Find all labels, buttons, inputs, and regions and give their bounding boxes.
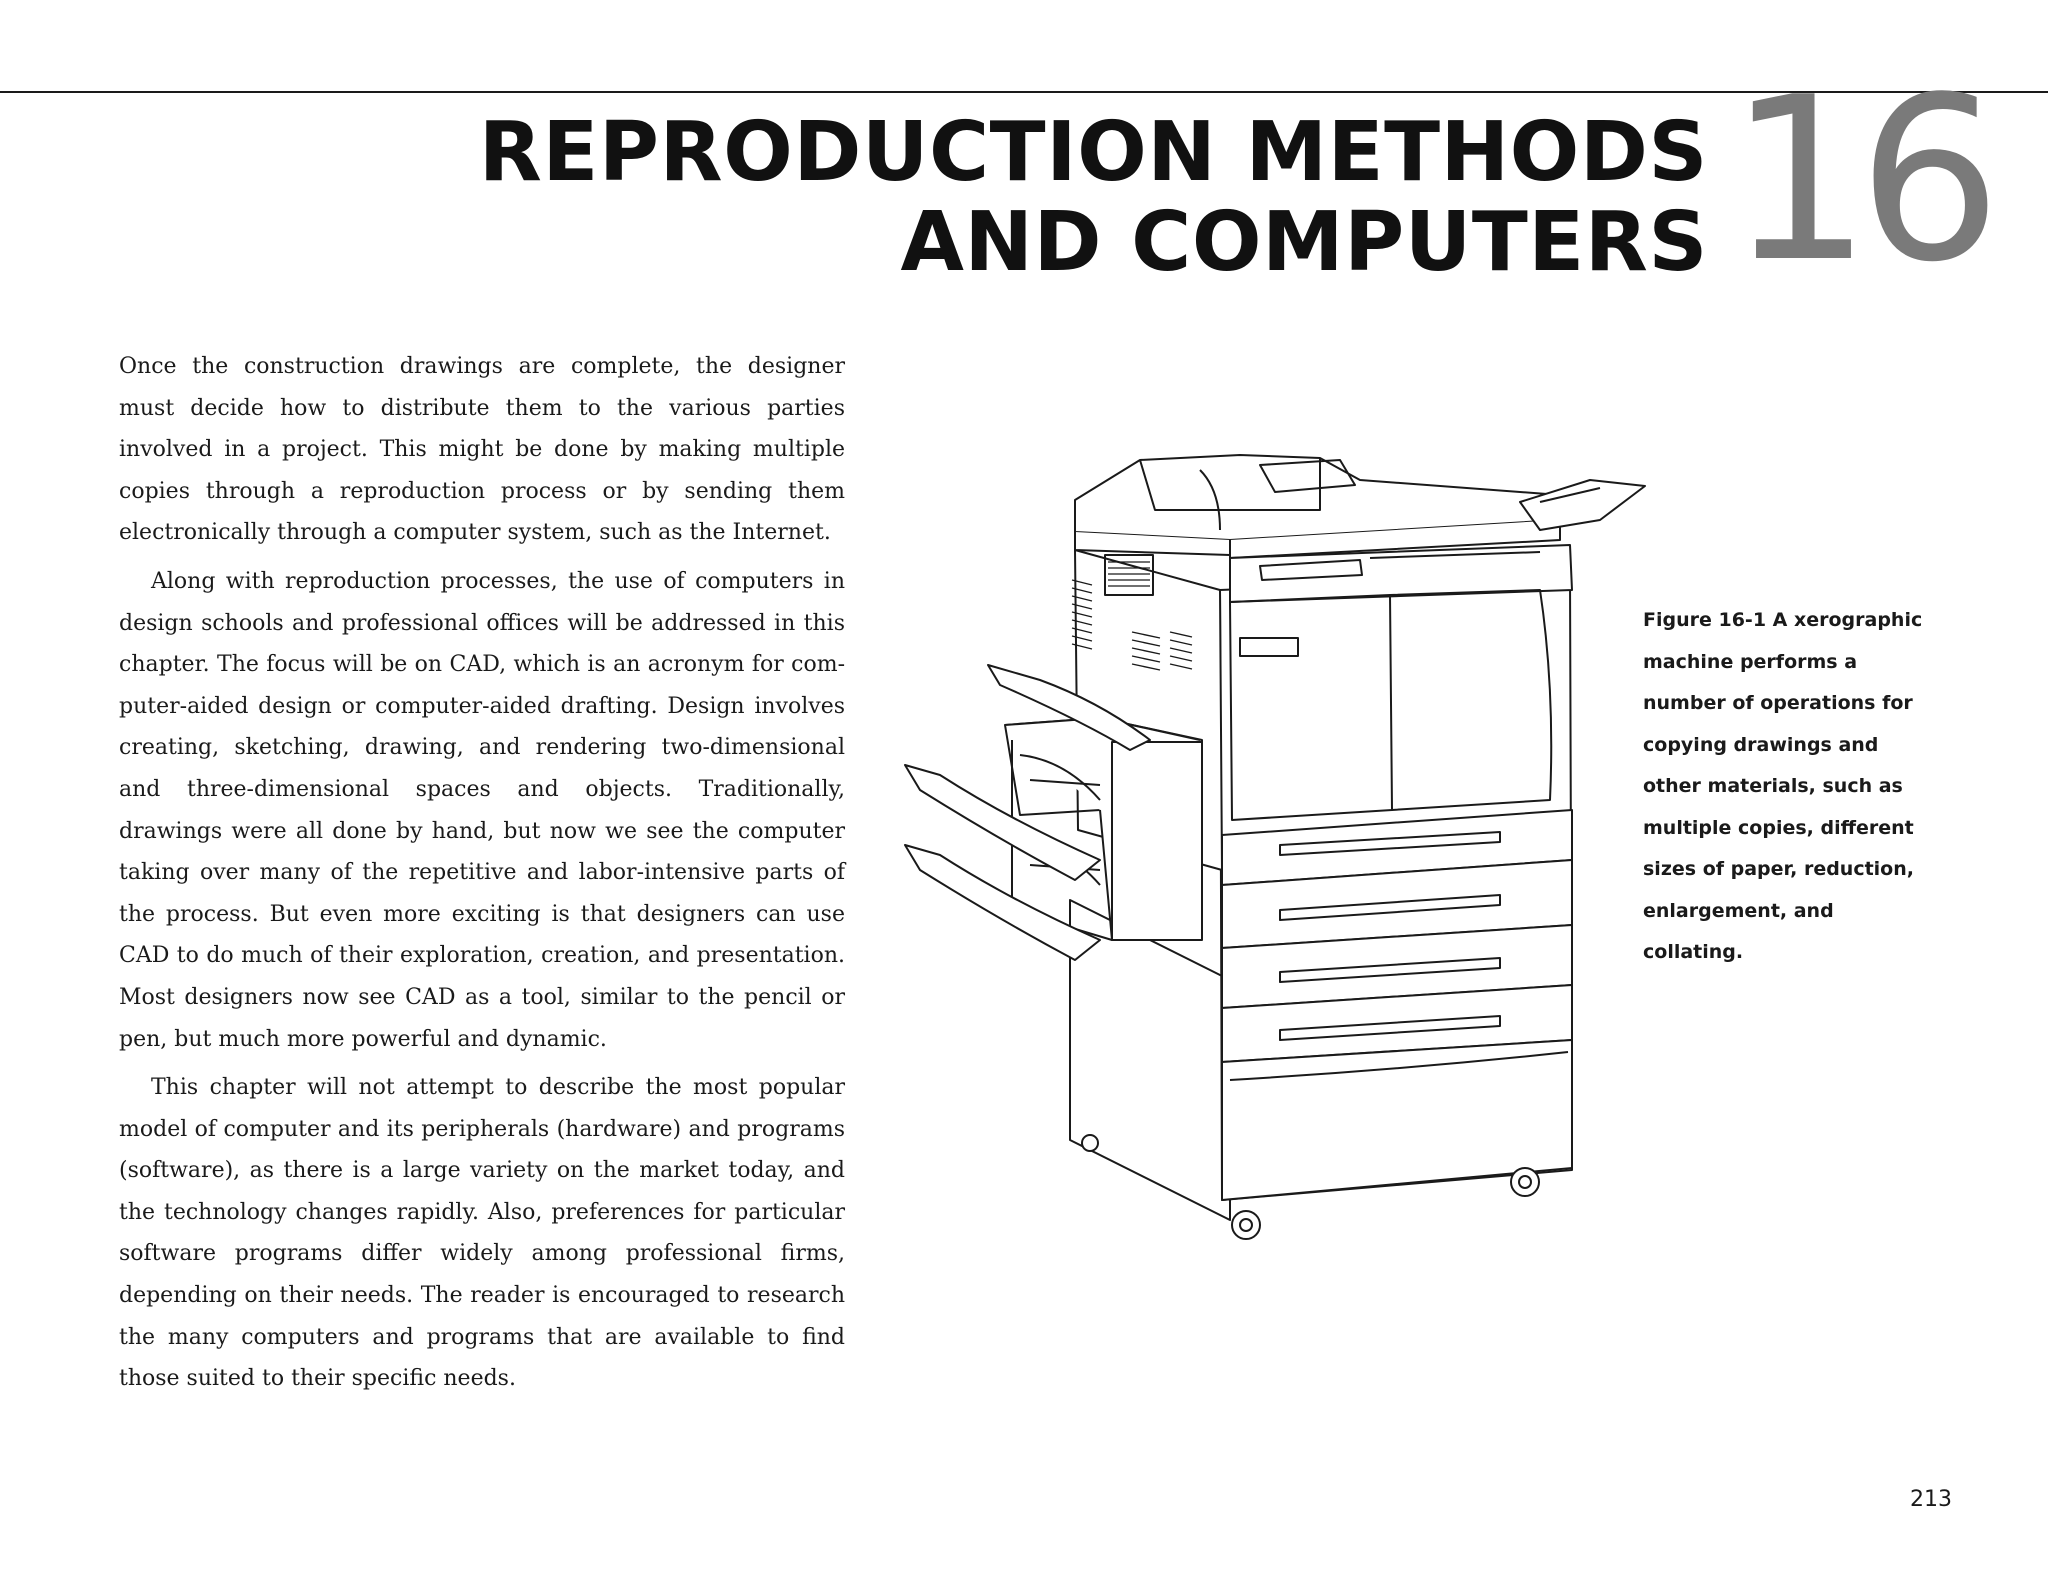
page-number: 213 bbox=[1910, 1487, 1952, 1512]
chapter-title bbox=[478, 105, 1708, 290]
body-text bbox=[119, 346, 845, 1407]
chapter-number: 16 bbox=[1728, 49, 1988, 312]
paragraph-2: Along with reproduction processes, the use of computers in design schools and professional offices will be addressed in this chapter. The focus will be on CAD, which is an acronym for computer-aided design or computer-aided drafting. Design involves creating, sketching, drawing, and rendering two-dimensional and three-dimensional spaces and objects. Traditionally, drawings were all done by hand, but now we see the computer taking over many of the repetitive and labor-intensive parts of the process. But even more exciting is that designers can use CAD to do much of their exploration, creation, and presentation. Most designers now see CAD as a tool, similar to the pencil or pen, but much more powerful and dynamic. bbox=[119, 568, 845, 1052]
xerographic-machine-figure bbox=[900, 440, 1660, 1260]
chapter-title-line-1: REPRODUCTION METHODS bbox=[478, 105, 1708, 200]
figure-caption: Figure 16-1 A xerographic machine performs a number of operations for copying drawings and other materials, such as multiple copies, different sizes of paper, reduction, enlargement, and collating. bbox=[1643, 609, 1923, 963]
paragraph-1: Once the construction drawings are complete, the designer must decide how to distribute them to the various parties involved in a project. This might be done by making multiple copies through a reproduction process or by sending them electronically through a computer system, such as the Internet. bbox=[119, 354, 845, 546]
paragraph-3: This chapter will not attempt to describe the most popular model of computer and its peripherals (hardware) and programs (software), as there is a large variety on the market today, and the technology changes rapidly. Also, preferences for particular software programs differ widely among professional firms, depending on their needs. The reader is encouraged to research the many computers and programs that are available to find those suited to their specific needs. bbox=[119, 1075, 845, 1392]
chapter-title-line-2: AND COMPUTERS bbox=[900, 195, 1708, 290]
xerographic-machine-illustration bbox=[900, 440, 1660, 1260]
